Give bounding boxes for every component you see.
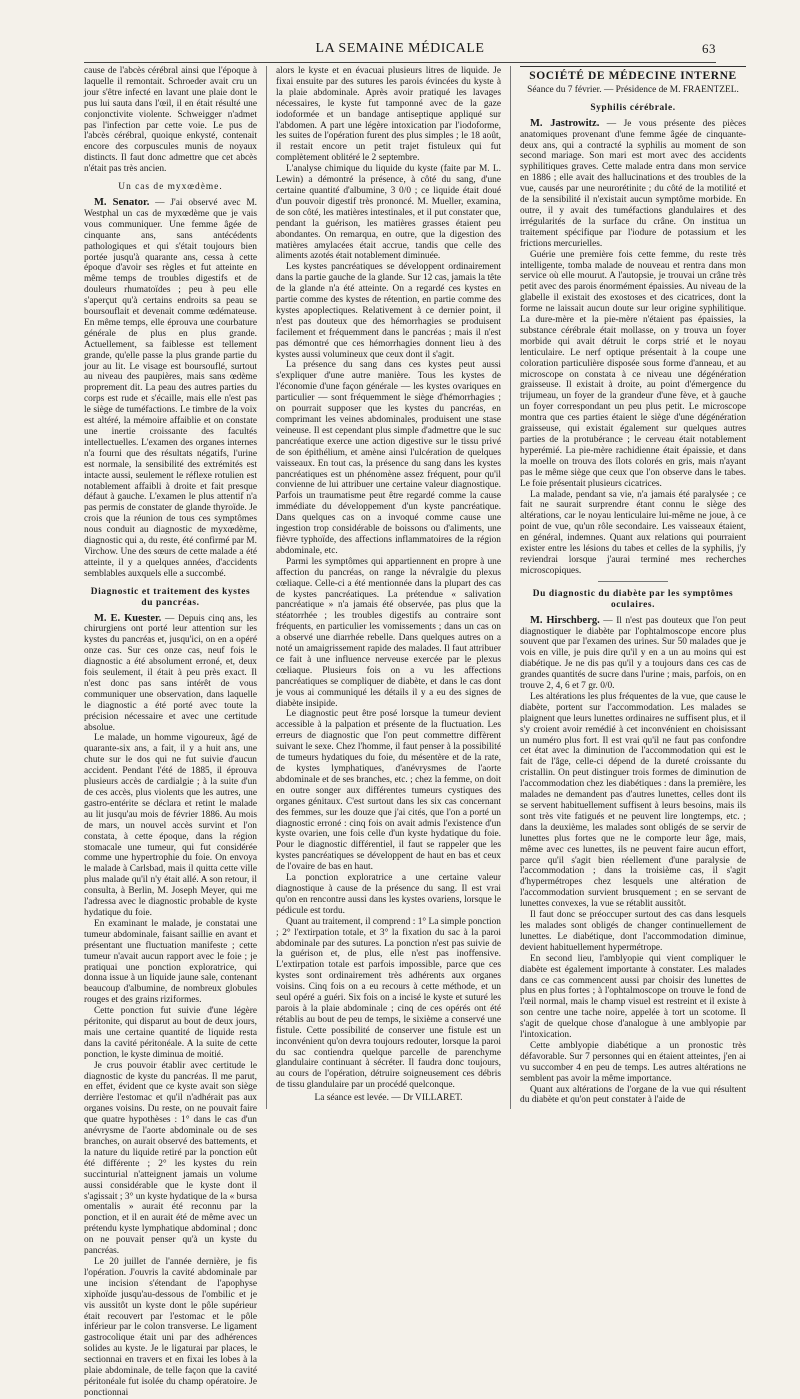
signature-line: La séance est levée. — Dr VILLARET.: [314, 1093, 463, 1104]
paragraph: [520, 616, 746, 692]
paragraph: [520, 119, 746, 250]
speaker-text: — Il n'est pas douteux que l'on peut diagnostiquer le diabète par l'ophtalmoscope encore plus souvent que par l'examen des urines. Sur 50 malades que je vois en ville, je puis dire qu'il y en a un au moins qui est diabétique. Je ne dis pas qu'il y a toujours dans ces cas de grandes quantités de sucre dans l'urine ; mais, parfois, on en trouve 2, 4, 6 et 7 gr. 0/0.: [520, 615, 746, 692]
section-heading: Un cas de myxœdème.: [118, 182, 223, 193]
page-number: 63: [702, 41, 716, 56]
paragraph: La présence du sang dans ces kystes peut aussi s'expliquer d'une autre manière. Tous les kystes de l'économie d'une façon générale — les kystes ovariques en particulier — sont fréquemment le siège d'hémorrhagies ; on pourrait supposer que les kystes du pancréas, en comprimant les veines abdominales, produisent une stase veineuse. Il est cependant plus simple d'admettre que le suc pancréatique exerce une action digestive sur le tissu privé de son épithélium, et amène ainsi l'ulcération de quelques vaisseaux. En tout cas, la présence du sang dans les kystes pancréatiques est un phénomène assez fréquent, pour qu'il convienne de lui attribuer une certaine valeur diagnostique. Parfois un traumatisme peut être regardé comme la cause immédiate du développement d'un kyste pancréatique. Dans quelques cas on a invoqué comme cause une ingestion trop considérable de boissons ou d'aliments, une fièvre typhoïde, des affections inflammatoires de la région abdominale, etc.: [276, 360, 501, 556]
running-head: [84, 40, 716, 63]
speaker-text: — Depuis cinq ans, les chirurgiens ont porté leur attention sur les kystes du pancréas et, jusqu'ici, on en a opéré onze cas. Sur ces onze cas, neuf fois le diagnostic a été absolument erroné, et, deux fois seulement, il était à peu près exact. Il n'est donc pas sans intérêt de vous communiquer une observation, dans laquelle le diagnostic a été porté avec toute la précision nécessaire et avec une certitude absolue.: [84, 613, 257, 733]
paragraph: Le 20 juillet de l'année dernière, je fis l'opération. J'ouvris la cavité abdominale par une incision s'étendant de l'apophyse xiphoïde jusqu'au-dessous de l'ombilic et je vis aussitôt un kyste dont le pôle supérieur était recouvert par l'estomac et le pôle inférieur par le colon transverse. Le ligament gastrocolique était uni par des adhérences solides au kyste. Je le ligaturai par places, le sectionnai en travers et en fixai les lobes à la plaie abdominale, de telle façon que la cavité péritonéale fut isolée du champ opératoire. Je ponctionnai: [84, 1256, 257, 1398]
column-divider: [266, 66, 267, 1109]
speaker-name: M. Jastrowitz.: [530, 117, 600, 129]
column-2: [276, 66, 501, 1119]
paragraph: alors le kyste et en évacuai plusieurs litres de liquide. Je fixai ensuite par des sutures les parois évincées du kyste à la plaie abdominale. Après avoir pratiqué les lavages nécessaires, le kyste fut tamponné avec de la gaze iodoformée et un bandage antiseptique appliqué sur l'abdomen. A part une légère intoxication par l'iodoforme, les suites de l'opération furent des plus simples ; le 18 août, il restait encore un petit trajet fistuleux qui fut complètement oblitéré le 2 septembre.: [276, 66, 501, 164]
speaker-name: M. Hirschberg.: [530, 614, 600, 626]
paragraph: Parmi les symptômes qui appartiennent en propre à une affection du pancréas, on range la névralgie du plexus cœliaque. Celle-ci a été mentionnée dans la plupart des cas de kystes pancréatiques. La prétendue « salivation pancréatique » n'a jamais été observée, pas plus que la stéatorrhée ; les troubles digestifs au contraire sont fréquents, en particulier les vomissements ; dans un cas on a observé une diarrhée rebelle. Dans quelques autres on a noté un amaigrissement rapide des malades. Il faut attribuer ce fait à une influence nerveuse exercée par le plexus cœliaque. Plusieurs fois on a vu les affections pancréatiques se compliquer de diabète, et dans le cas dont je vous ai communiqué les détails il y a eu des signes de diabète insipide.: [276, 556, 501, 709]
paragraph: Je crus pouvoir établir avec certitude le diagnostic de kyste du pancréas. Il me parut, en effet, évident que ce kyste avait son siège derrière l'estomac et qu'il n'adhérait pas aux organes voisins. Du reste, on ne pouvait faire que quatre hypothèses : 1° dans le cas d'un anévrysme de l'aorte abdominale ou de ses branches, on aurait observé des battements, et la nature du liquide retiré par la ponction eût été différente ; 2° les kystes du rein succinturial n'atteignent jamais un volume aussi considérable que le kyste dont il s'agissait ; 3° un kyste hydatique de la « bursa omentalis » aurait été reconnu par la ponction, et il en aurait été de même avec un prétendu kyste lymphatique abdominal ; donc on ne pouvait penser qu'à un kyste du pancréas.: [84, 1060, 257, 1257]
section-heading: Du diagnostic du diabète par les symptômes oculaires.: [532, 588, 734, 610]
paragraph: cause de l'abcès cérébral ainsi que l'époque à laquelle il remontait. Schroeder avait cru un jour s'être infecté en lavant une plaie dont le pus lui sauta dans l'œil, il en était résulté une conjonctivite violente. Schweigger n'admet pas l'infection par cette voie. Le pus de l'abcès cérébral, quoique enkysté, contenait encore des corpuscules munis de noyaux distincts. Il faut donc admettre que cet abcès n'était pas très ancien.: [84, 66, 257, 175]
paragraph: Les kystes pancréatiques se développent ordinairement dans la partie gauche de la glande. Sur 12 cas, jamais la tête de la glande n'a été atteinte. On a regardé ces kystes en partie comme des kystes de rétention, en partie comme des kystes apoplectiques. Relativement à ce dernier point, il n'est pas douteux que des hémorrhagies se produisent facilement et fréquemment dans le pancréas ; mais il n'est pas démontré que ces hémorrhagies donnent lieu à des kystes aussi volumineux que ceux dont il s'agit.: [276, 262, 501, 360]
column-1: [84, 66, 258, 1398]
speaker-text: — Je vous présente des pièces anatomiques provenant d'une femme âgée de cinquante-deux ans, qui a contracté la syphilis au moment de son second mariage. Son mari est mort avec des accidents syphilitiques graves. Cette malade entra dans mon service en 1886 ; elle avait des hallucinations et des troubles de la vue, causés par une neurorétinite ; du côté de la motilité et de la sensibilité il n'existait aucun symptôme morbide. En outre, il y avait des tuméfactions glandulaires et des irrégularités de la surface du crâne. On institua un traitement spécifique par l'iodure de potassium et les frictions mercurielles.: [520, 118, 746, 249]
paragraph: L'analyse chimique du liquide du kyste (faite par M. L. Lewin) a démontré la présence, à côté du sang, d'une certaine quantité d'albumine, 3 0/0 ; ce liquide était doué d'un pouvoir digestif très prononcé. M. Mueller, examina, de son côté, les matières intestinales, et il put constater que, pendant la guérison, les matières grasses étaient peu abondantes. On remarqua, en outre, que la digestion des matières amylacées était accrue, tandis que celle des aliments azotés était notablement diminuée.: [276, 164, 501, 262]
paragraph: Quant au traitement, il comprend : 1° La simple ponction ; 2° l'extirpation totale, et 3° la fixation du sac à la paroi abdominale par des sutures. La ponction n'est pas suivie de la guérison et, de plus, elle n'est pas inoffensive. L'extirpation totale est parfois impossible, parce que ces kystes sont ordinairement très adhérents aux organes voisins. Cinq fois on a eu recours à cette méthode, et un seul opéré a guéri. Six fois on a incisé le kyste et suturé les parois à la plaie abdominale ; cinq de ces opérés ont été rétablis au bout de peu de temps, le sixième a conservé une fistule. Cette possibilité de conserver une fistule est un inconvénient qu'on devra toujours redouter, lorsque la paroi du sac contiendra quelque parcelle de parenchyme glandulaire continuant à sécréter. Il faudra donc toujours, au cours de l'opération, détruire soigneusement ces débris de tissu glandulaire par un procédé quelconque.: [276, 916, 501, 1091]
column-divider: [510, 66, 511, 1109]
divider: [598, 581, 668, 582]
speaker-name: M. Senator.: [94, 196, 150, 208]
section-heading: Syphilis cérébrale.: [590, 102, 676, 113]
section-heading: Diagnostic et traitement des kystes du pancréas.: [90, 586, 251, 608]
paragraph: En second lieu, l'amblyopie qui vient compliquer le diabète est également importante à constater. Les malades dans ce cas commencent aussi par choisir des lunettes de plus en plus fortes ; à l'ophtalmoscope on trouve le fond de l'œil normal, mais le champ visuel est restreint et il existe à son centre une tache noire, appelée à tort un scotome. Il s'agit de quelque chose d'analogue à une amblyopie par l'intoxication.: [520, 953, 746, 1041]
paragraph: Quant aux altérations de l'organe de la vue qui résultent du diabète et qu'on peut constater à l'aide de: [520, 1084, 746, 1106]
journal-title: LA SEMAINE MÉDICALE: [315, 41, 485, 56]
paragraph: En examinant le malade, je constatai une tumeur abdominale, faisant saillie en avant et présentant une fluctuation manifeste ; cette tumeur n'avait aucun rapport avec le foie ; je pratiquai une ponction exploratrice, qui donna issue à un liquide jaune sale, contenant beaucoup d'albumine, de nombreux globules rouges et des grains riziformes.: [84, 918, 257, 1006]
paragraph: Le diagnostic peut être posé lorsque la tumeur devient accessible à la palpation et présente de la fluctuation. Les erreurs de diagnostic que l'on peut commettre diffèrent suivant le sexe. Chez l'homme, il faut penser à la possibilité de tumeurs hydatiques du foie, du mésentère et de la rate, de kystes lymphatiques, d'anévrysmes de l'aorte abdominale et de ses branches, etc. ; chez la femme, on doit en outre songer aux différentes tumeurs cystiques des organes génitaux. C'est surtout dans les six cas concernant des femmes, sur les douze que j'ai cités, que l'on a porté un diagnostic erroné : cinq fois on avait admis l'existence d'un kyste ovarien, une fois celle d'un kyste hydatique du foie. Pour le diagnostic différentiel, il faut se rappeler que les kystes pancréatiques se développent de haut en bas et ceux de l'ovaire de bas en haut.: [276, 709, 501, 873]
speaker-name: M. E. Kuester.: [94, 612, 162, 624]
paragraph: Le malade, un homme vigoureux, âgé de quarante-six ans, a fait, il y a huit ans, une chute sur le dos qui ne fut suivie d'aucun accident. Pendant l'été de 1885, il éprouva plusieurs accès de cardialgie ; à la suite d'un de ces accès, plus violents que les autres, une gastro-entérite se déclara et retint le malade au lit jusqu'au mois de février 1886. Au mois de mars, un nouvel accès survint et l'on constata, à cette époque, dans la région stomacale une tumeur, qui fut considérée comme une hypertrophie du foie. On envoya le malade à Carlsbad, mais il quitta cette ville plus malade qu'il n'y était allé. A son retour, il consulta, à Berlin, M. Joseph Meyer, qui me l'adressa avec le diagnostic probable de kyste hydatique du foie.: [84, 733, 257, 918]
speaker-text: — J'ai observé avec M. Westphal un cas de myxœdème que je vais vous communiquer. Une femme âgée de cinquante ans, sans antécédents pathologiques et qui s'était toujours bien portée jusqu'à quarante ans, cessa à cette époque d'avoir ses règles et fut atteinte en même temps de troubles digestifs et de douleurs rhumatoïdes ; peu à peu elle s'aperçut qu'à certains endroits sa peau se boursouflait et devenait comme œdémateuse. En même temps, elle éprouva une courbature générale de plus en plus grande. Actuellement, sa faiblesse est tellement grande, qu'elle passe la plus grande partie du jour au lit. Le visage est boursouflé, surtout au niveau des paupières, mais sans œdème proprement dit. La peau des autres parties du corps est rude et s'écaille, mais elle n'est pas le siège de tuméfactions. Le timbre de la voix est altéré, la mémoire affaiblie et on constate une inertie croissante des facultés intellectuelles. L'examen des organes internes n'a fourni que des résultats négatifs, l'urine est normale, la sensibilité des extrémités est intacte aussi, seulement le réflexe rotulien est notablement affaibli à droite et fait presque défaut à gauche. L'examen le plus attentif n'a pas permis de constater de glande thyroïde. Je crois que la réunion de tous ces symptômes nous conduit au diagnostic de myxœdème, diagnostic qui a, du reste, été confirmé par M. Virchow. Une des sœurs de cette malade a été atteinte, il y a quelques années, d'accidents semblables auxquels elle a succombé.: [84, 197, 258, 579]
paragraph: La ponction exploratrice a une certaine valeur diagnostique à cause de la présence du sang. Il est vrai qu'on en rencontre aussi dans les kystes ovariens, lorsque le pédicule est tordu.: [276, 873, 501, 916]
paragraph: Cette ponction fut suivie d'une légère péritonite, qui disparut au bout de deux jours, mais une certaine quantité de liquide resta dans la cavité péritonéale. A la suite de cette ponction, le kyste diminua de moitié.: [84, 1006, 257, 1060]
paragraph: Guérie une première fois cette femme, du reste très intelligente, tomba malade de nouveau et rentra dans mon service où elle mourut. A l'autopsie, je trouvai un crâne très petit avec des parois énormément épaissies. Au niveau de la glabelle il existait des exostoses et des cicatrices, dont la forme ne laissait aucun doute sur leur origine syphilitique. La dure-mère et la pie-mère n'étaient pas épaissies, la substance cérébrale était mollasse, on y trouva un foyer morbide qui avait détruit le corps strié et le noyau lenticulaire. Le nerf optique présentait à la coupe une coloration particulière disposée sous forme d'anneau, et au microscope on constata à ce niveau une dégénération graisseuse. Il existait à droite, au point d'émergence du trijumeau, un foyer de la grandeur d'une fève, et à gauche un foyer correspondant un peu plus petit. Le microscope montra que ces parties étaient le siège d'une dégénération graisseuse, qui existait également sur quelques autres parties de la protubérance ; le cerveau était notablement hyperémié. La pie-mère rachidienne était épaissie, et dans la moelle on trouva des îlots colorés en gris, mais n'ayant pas le même siège que ceux que l'on observe dans le tabes. Le foie présentait plusieurs cicatrices.: [520, 249, 746, 489]
paragraph: La malade, pendant sa vie, n'a jamais été paralysée ; ce fait ne saurait surprendre étant connu le siège des altérations, car le noyau lenticulaire lui-même ne joue, à ce point de vue, qu'un rôle secondaire. Les vaisseaux étaient, en général, indemnes. Quant aux relations qui pourraient exister entre les lésions du tabes et celles de la syphilis, j'y reviendrai lorsque j'aurai terminé mes recherches microscopiques.: [520, 489, 746, 576]
paragraph: Cette amblyopie diabétique a un pronostic très défavorable. Sur 7 personnes qui en étaient atteintes, j'en ai vu succomber 4 en peu de temps. Les autres altérations ne semblent pas avoir la même importance.: [520, 1040, 746, 1084]
session-line: Séance du 7 février. — Présidence de M. FRAENTZEL.: [527, 84, 739, 95]
paragraph: Les altérations les plus fréquentes de la vue, que cause le diabète, portent sur l'accommodation. Les malades se plaignent que leurs lunettes ordinaires ne suffisent plus, et il s'y croient avoir remédié à cet inconvénient en choisissant un numéro plus fort. Il est vrai qu'il ne faut pas confondre cet état avec la diminution de l'accommodation qui est le fait de l'âge, celle-ci dépend de la dureté croissante du cristallin. On peut distinguer trois formes de diminution de l'accommodation chez les diabétiques : dans la première, les malades ne demandent pas d'autres lunettes, celles dont ils se servent habituellement suffisent à leurs besoins, mais ils sont très vite fatigués et ne peuvent lire longtemps, etc. ; dans la deuxième, les malades sont obligés de se servir de lunettes plus fortes que ne le comporte leur âge, mais, même avec ces lunettes, ils ne peuvent faire aucun effort, parce qu'il s'agit bien réellement d'une paralysie de l'accommodation ; dans la troisième cas, il s'agit d'hypermétropes chez lesquels une altération de l'accommodation survient brusquement ; en se servant de lunettes convexes, la vue se rétablit aussitôt.: [520, 691, 746, 910]
society-heading: SOCIÉTÉ DE MÉDECINE INTERNE: [520, 66, 746, 82]
paragraph: Il faut donc se préoccuper surtout des cas dans lesquels les malades sont obligés de changer continuellement de lunettes. Le diabétique, dont l'accommodation diminue, devient habituellement hypermétrope.: [520, 910, 746, 953]
column-3: [520, 66, 746, 1119]
paragraph: [84, 614, 257, 734]
paragraph: [84, 198, 257, 580]
